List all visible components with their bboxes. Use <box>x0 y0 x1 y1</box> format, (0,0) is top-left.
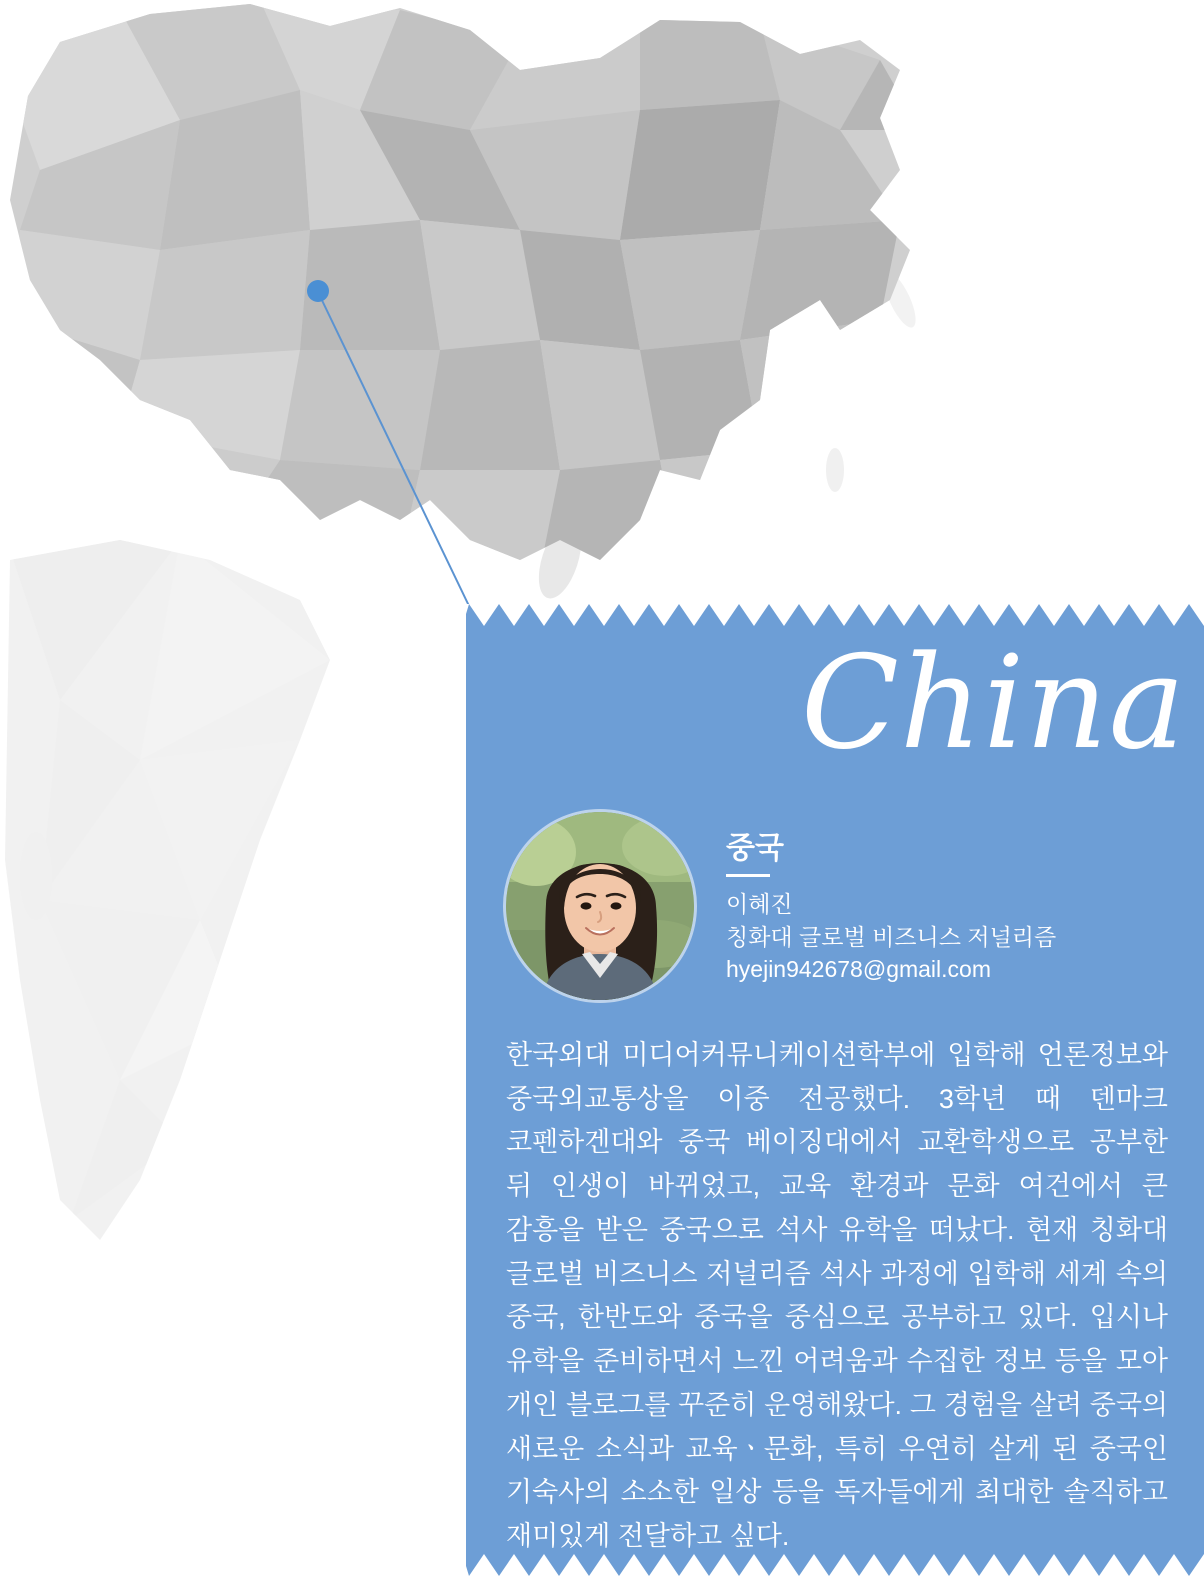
avatar <box>506 812 694 1000</box>
map-island-a <box>20 832 52 920</box>
country-name-korean: 중국 <box>726 832 784 865</box>
email-address[interactable]: hyejin942678@gmail.com <box>726 956 991 983</box>
person-name: 이혜진 <box>726 891 793 917</box>
zigzag-edge-top <box>466 604 1204 626</box>
map-island-b <box>826 448 844 492</box>
beijing-location-marker <box>307 280 329 302</box>
divider-rule <box>726 874 770 877</box>
profile-panel <box>466 604 1204 1576</box>
affiliation: 칭화대 글로벌 비즈니스 저널리즘 <box>726 923 1057 950</box>
map-region-china <box>0 0 960 600</box>
country-script-title: China <box>800 629 1186 778</box>
bio-paragraph: 한국외대 미디어커뮤니케이션학부에 입학해 언론정보와 중국외교통상을 이중 전공했다. 3학년 때 덴마크 코펜하겐대와 중국 베이징대에서 교환학생으로 공부한 뒤 인생이 바뀌었고, 교육 환경과 문화 여건에서 큰 감흥을 받은 중국으로 석사 유학을 떠났다. 현재 칭화대 글로벌 비즈니스 저널리즘 석사 과정에 입학해 세계 속의 중국, 한반도와 중국을 중심으로 공부하고 있다. 입시나 유학을 준비하면서 느낀 어려움과 수집한 정보 등을 모아 개인 블로그를 꾸준히 운영해왔다. 그 경험을 살려 중국의 새로운 소식과 교육ㆍ문화, 특히 우연히 살게 된 중국인 기숙사의 소소한 일상 등을 독자들에게 최대한 솔직하고 재미있게 전달하고 싶다. <box>506 1040 1168 1552</box>
map-region-south-asia <box>0 520 360 1260</box>
identity-text <box>726 812 1056 986</box>
identity-block <box>506 812 1166 1000</box>
